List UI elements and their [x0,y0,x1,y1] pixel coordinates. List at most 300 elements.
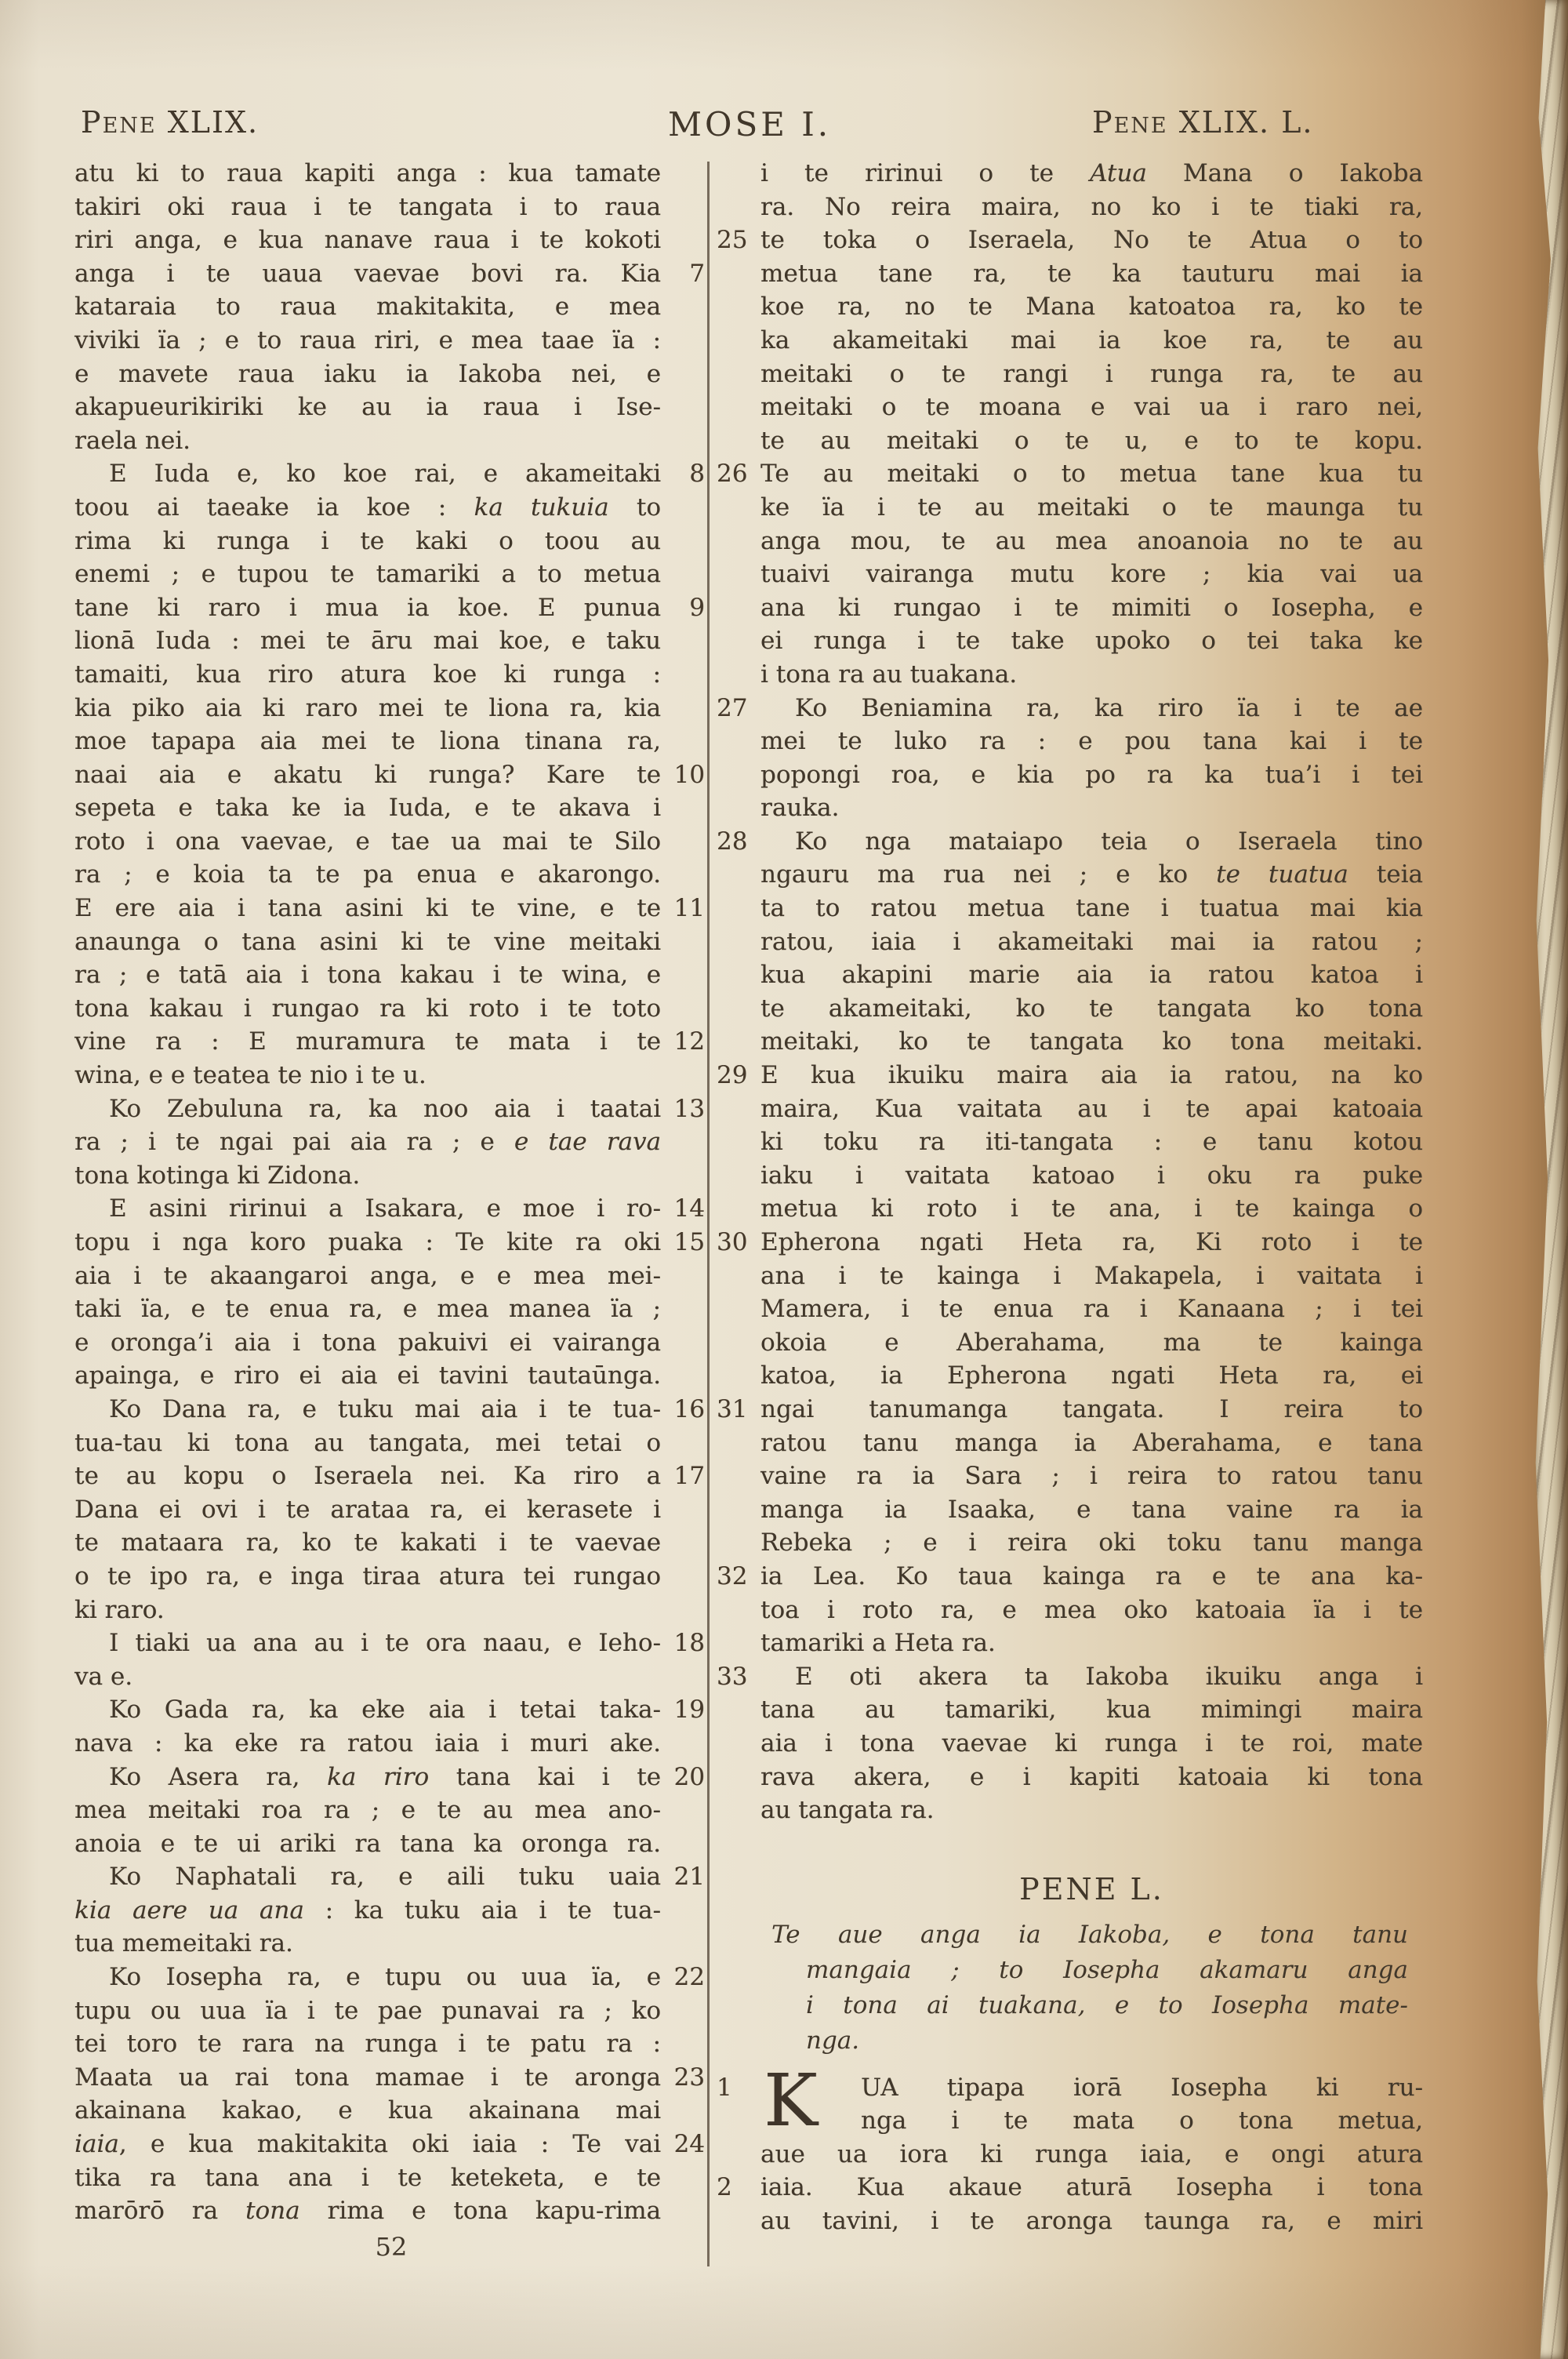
verse-line-row [712,257,1423,291]
text-line: wina, e e teatea te nio i te u. [74,1061,426,1090]
book-fore-edge-texture [1530,0,1568,2359]
text-line: aue ua iora ki runga iaia, e ongi atura [760,2139,1423,2168]
verse-number: 13 [673,1094,705,1123]
text-line: Ko Iosepha ra, e tupu ou uua ïa, e [109,1963,661,1992]
drop-cap: K [764,2058,818,2143]
verse-line-row [712,1159,1423,1193]
verse-line-row [74,1961,708,1994]
verse-number-empty [712,1794,760,1827]
text-line: ka akameitaki mai ia koe ra, te au [760,325,1423,354]
text-line: takiri oki raua i te tangata i to raua [74,192,661,221]
text-line: ra ; e koia ta te pa enua e akarongo. [74,860,661,889]
verse-line-row [74,958,708,992]
verse-line-row [74,1727,708,1761]
text-line: tona kotinga ki Zidona. [74,1161,361,1190]
text-line: metua tane ra, te ka tauturu mai ia [760,259,1423,288]
verse-number-empty [712,424,760,458]
text-line: manga ia Isaaka, e tana vaine ra ia [760,1495,1423,1524]
verse-number-empty [661,725,708,758]
verse-number-empty [661,1292,708,1326]
verse-line-row [712,1226,1423,1259]
verse-number-empty [712,257,760,291]
text-line: toa i roto ra, e mea oko katoaia ïa i te [760,1595,1423,1624]
text-line: ki raro. [74,1595,165,1624]
verse-line-row [712,324,1423,358]
verse-line-row [74,290,708,324]
text-line: sepeta e taka ke ia Iuda, e te akava i [74,794,661,823]
text-line: tua memeitaki ra. [74,1929,293,1958]
verse-number: 17 [673,1462,705,1491]
text-line: E kua ikuiku maira aia ia ratou, na ko [760,1061,1423,1090]
verse-line-row [74,1059,708,1092]
verse-line-row [74,1393,708,1427]
verse-line-row [74,257,708,291]
verse-line-row [712,358,1423,391]
text-line: i tona ra au tuakana. [760,660,1018,689]
verse-line-row [712,1125,1423,1159]
verse-number: 29 [717,1061,748,1090]
verse-number: 14 [673,1194,705,1223]
verse-line-row [712,1192,1423,1226]
text-line: atu ki to raua kapiti anga : kua tamate [74,159,661,187]
verse-number-empty [712,591,760,625]
verse-number-empty [712,1092,760,1126]
verse-number-empty [712,1693,760,1727]
verse-number-empty [661,1727,708,1761]
verse-line-row [712,892,1423,925]
text-line: maira, Kua vaitata au i te apai katoaia [760,1094,1423,1123]
verse-line-row [712,758,1423,792]
verse-line-row [712,1359,1423,1393]
verse-line-row [74,324,708,358]
text-line: Ko nga mataiapo teia o Iseraela tino [795,827,1423,856]
verse-line-row [74,1025,708,1059]
verse-number: 27 [717,693,748,722]
text-line: ratou, iaia i akameitaki mai ia ratou ; [760,927,1423,956]
verse-line-row [74,391,708,424]
text-line: te mataara ra, ko te kakati i te vaevae [74,1528,661,1558]
text-line: roto i ona vaevae, e tae ua mai te Silo [74,827,661,856]
text-line: Epherona ngati Heta ra, Ki roto i te [760,1228,1423,1256]
verse-line-row [74,2094,708,2128]
verse-line-row [74,424,708,458]
verse-number-empty [712,791,760,825]
verse-line-row [712,1059,1423,1092]
verse-number: 2 [717,2173,732,2202]
left-column [74,157,708,2228]
text-line: ana ki rungao i te mimiti o Iosepha, e [760,593,1423,622]
verse-line-row [74,892,708,925]
verse-number-empty [712,525,760,558]
verse-number-empty [712,324,760,358]
verse-number-empty [661,525,708,558]
text-line: anaunga o tana asini ki te vine meitaki [74,927,661,956]
text-line: akapueurikiriki ke au ia raua i Ise- [74,393,661,422]
verse-number-empty [712,1761,760,1794]
verse-number-empty [661,191,708,224]
verse-number-empty [661,825,708,859]
text-line: katoa, ia Epherona ngati Heta ra, ei [760,1361,1423,1390]
text-line: Ko Naphatali ra, e aili tuku uaia [109,1863,661,1892]
verse-number-empty [661,858,708,892]
running-header-left: Pene XLIX. [81,105,260,140]
verse-number-empty [661,1259,708,1293]
verse-line-row [74,1627,708,1660]
verse-line-row [74,1761,708,1794]
verse-number: 33 [717,1662,748,1691]
verse-line-row [74,624,708,658]
verse-number-empty [712,558,760,591]
verse-number-empty [661,791,708,825]
verse-line-row [712,457,1423,491]
text-line: taki ïa, e te enua ra, e mea manea ïa ; [74,1295,661,1324]
verse-number-empty [712,2138,760,2172]
verse-number-empty [712,1427,760,1460]
verse-line-row [74,2027,708,2061]
verse-number-empty [661,1560,708,1594]
verse-line-row [712,992,1423,1026]
text-line: ei runga i te take upoko o tei taka ke [760,627,1423,656]
text-line: rauka. [760,794,840,823]
verse-number-empty [661,358,708,391]
verse-line-row [74,2128,708,2161]
verse-number-empty [712,1125,760,1159]
text-line: E asini ririnui a Isakara, e moe i ro- [109,1194,661,1223]
verse-line-row [712,2205,1423,2238]
verse-number-empty [661,1594,708,1627]
verse-line-row [74,1827,708,1861]
verse-line-row [712,157,1423,191]
verse-number-empty [712,1459,760,1493]
chapter-heading: PENE L. [1019,1871,1164,1906]
text-line: meitaki, ko te tangata ko tona meitaki. [760,1027,1423,1056]
text-line: Ko Asera ra, ka riro tana kai i te [109,1762,661,1791]
text-line: Ko Zebuluna ra, ka noo aia i taatai [109,1094,661,1123]
text-line: kataraia to raua makitakita, e mea [74,293,661,322]
text-line: i te ririnui o te Atua Mana o Iakoba [760,159,1423,187]
text-line: K UA tipapa iorā Iosepha ki ru- [764,2058,1423,2143]
verse-number-empty [661,1427,708,1460]
text-line: anoia e te ui ariki ra tana ka oronga ra. [74,1829,661,1858]
verse-line-row [74,791,708,825]
text-line: te au kopu o Iseraela nei. Ka riro a [74,1462,661,1491]
verse-line-row [74,658,708,692]
text-line: tika ra tana ana i te keteketa, e te [74,2163,661,2192]
text-line: tana au tamariki, kua mimingi maira [760,1696,1423,1725]
verse-number-empty [712,157,760,191]
text-line: ra ; i te ngai pai aia ra ; e e tae rava [74,1128,661,1157]
verse-number-empty [712,958,760,992]
text-line: ra. No reira maira, no ko i te tiaki ra, [760,192,1423,221]
verse-number-empty [661,1059,708,1092]
verse-number-empty [661,1159,708,1193]
verse-number-empty [712,1025,760,1059]
text-line: aia i tona vaevae ki runga i te roi, mate [760,1728,1423,1757]
text-line: iaia. Kua akaue aturā Iosepha i tona [760,2173,1423,2202]
verse-line-row [712,1627,1423,1660]
verse-number-empty [661,1827,708,1861]
verse-line-row [712,825,1423,859]
verse-line-row [74,1860,708,1894]
verse-line-row [712,624,1423,658]
verse-number-empty [712,624,760,658]
text-line: toou ai taeake ia koe : ka tukuia to [74,493,661,522]
verse-number: 8 [689,460,705,489]
text-line: te au meitaki o te u, e to te kopu. [760,426,1423,455]
text-line: tei toro te rara na runga i te patu ra : [74,2030,661,2059]
verse-line-row [712,1560,1423,1594]
summary-line: Te aue anga ia Iakoba, e tona tanu [771,1920,1408,1949]
verse-number-empty [661,992,708,1026]
verse-number-empty [661,925,708,959]
verse-line-row [74,858,708,892]
text-line: te akameitaki, ko te tangata ko tona [760,994,1423,1023]
verse-line-row [74,525,708,558]
verse-line-row [712,692,1423,725]
verse-line-row [74,1159,708,1193]
verse-line-row [74,1326,708,1360]
text-line: metua ki roto i te ana, i te kainga o [760,1194,1423,1223]
verse-line-row [74,1292,708,1326]
verse-number: 7 [689,259,705,288]
verse-number-empty [661,2027,708,2061]
verse-line-row [74,491,708,525]
verse-number-empty [661,491,708,525]
running-header-right: Pene XLIX. L. [1092,105,1314,140]
text-line: Te au meitaki o to metua tane kua tu [760,460,1423,489]
text-line: nga i te mata o tona metua, [861,2106,1423,2135]
verse-line-row [74,1092,708,1126]
verse-number-empty [661,1994,708,2028]
verse-line-row [74,1994,708,2028]
verse-number-empty [712,1159,760,1193]
verse-number-empty [661,1794,708,1827]
verse-line-row [712,1459,1423,1493]
text-line: anga mou, te au mea anoanoia no te au [760,526,1423,555]
text-line: E Iuda e, ko koe rai, e akameitaki [109,460,661,489]
verse-line-row [74,925,708,959]
verse-line-row [712,1025,1423,1059]
verse-number-empty [661,1660,708,1694]
verse-line-row [712,1493,1423,1527]
verse-line-row [712,925,1423,959]
verse-number-empty [712,725,760,758]
verse-line-row [74,1226,708,1259]
text-line: nava : ka eke ra ratou iaia i muri ake. [74,1728,661,1757]
text-line: Maata ua rai tona mamae i te aronga [74,2063,661,2092]
verse-line-row [712,1794,1423,1827]
verse-line-row [74,591,708,625]
text-line: ana i te kainga i Makapela, i vaitata i [760,1261,1423,1290]
verse-number-empty [712,1359,760,1393]
verse-line-row [712,1092,1423,1126]
verse-line-row [712,958,1423,992]
verse-line-row [712,391,1423,424]
text-line: moe tapapa aia mei te liona tinana ra, [74,727,661,756]
verse-number-empty [712,358,760,391]
verse-number-empty [712,658,760,692]
verse-line-row [712,1292,1423,1326]
verse-number-empty [661,958,708,992]
verse-number-empty [661,391,708,424]
right-column [712,157,1423,2238]
verse-line-row [712,191,1423,224]
text-line: tona kakau i rungao ra ki roto i te toto [74,994,661,1023]
verse-number-empty [712,1493,760,1527]
verse-line-row [712,658,1423,692]
text-line: rava akera, e i kapiti katoaia ki tona [760,1762,1423,1791]
text-line: te toka o Iseraela, No te Atua o to [760,226,1423,255]
verse-number: 20 [673,1762,705,1791]
verse-number: 21 [673,1863,705,1892]
verse-line-row [74,1459,708,1493]
verse-number-empty [712,491,760,525]
verse-number-empty [712,2205,760,2238]
verse-line-row [74,825,708,859]
verse-line-row [74,758,708,792]
text-line: tua-tau ki tona au tangata, mei tetai o [74,1428,661,1457]
verse-number: 24 [673,2130,705,2159]
text-line: kia aere ua ana : ka tuku aia i te tua- [74,1896,661,1925]
summary-line: mangaia ; to Iosepha akamaru anga [806,1955,1408,1984]
text-line: tuaivi vairanga mutu kore ; kia vai ua [760,560,1423,589]
text-line: ra ; e tatā aia i tona kakau i te wina, e [74,961,661,990]
verse-line-row [74,992,708,1026]
text-line: viviki ïa ; e to raua riri, e mea taae ïa : [74,325,661,354]
text-line: mei te luko ra : e pou tana kai i te [760,727,1423,756]
text-line: Rebeka ; e i reira oki toku tanu manga [760,1528,1423,1558]
verse-line-row [712,858,1423,892]
verse-number-empty [661,1359,708,1393]
verse-line-row [712,591,1423,625]
verse-line-row [74,457,708,491]
text-line: enemi ; e tupou te tamariki a to metua [74,560,661,589]
verse-number-empty [661,324,708,358]
text-line: Ko Dana ra, e tuku mai aia i te tua- [109,1394,661,1423]
right-column-verses [712,157,1423,1827]
text-line: kua akapini marie aia ia ratou katoa i [760,961,1423,990]
verse-number-empty [712,391,760,424]
verse-line-row [74,692,708,725]
text-line: iaku i vaitata katoao i oku ra puke [760,1161,1423,1190]
verse-line-row [74,1693,708,1727]
verse-line-row [712,791,1423,825]
text-line: rima ki runga i te kaki o toou au [74,526,661,555]
text-line: anga i te uaua vaevae bovi ra. Kia [74,259,661,288]
verse-number: 10 [673,760,705,789]
text-line: vaine ra ia Sara ; i reira to ratou tanu [760,1462,1423,1491]
verse-line-row [712,424,1423,458]
text-line: E oti akera ta Iakoba ikuiku anga i [795,1662,1423,1691]
verse-number-empty [712,1259,760,1293]
text-line: va e. [74,1662,133,1691]
verse-number-empty [661,558,708,591]
verse-number-empty [661,290,708,324]
verse-number-empty [712,191,760,224]
verse-number-empty [661,1493,708,1527]
text-line: ta to ratou metua tane i tuatua mai kia [760,894,1423,923]
text-line: ia Lea. Ko taua kainga ra e te ana ka- [760,1561,1423,1590]
verse-line-row [74,1493,708,1527]
verse-number-empty [661,1326,708,1360]
text-line: ngai tanumanga tangata. I reira to [760,1394,1423,1423]
verse-number-empty [661,2161,708,2195]
verse-line-row [74,2061,708,2095]
verse-number-empty [712,1727,760,1761]
chapter-summary [771,1917,1408,2059]
verse-line-row [712,290,1423,324]
verse-line-row [74,1359,708,1393]
verse-line-row [712,558,1423,591]
verse-number-empty [661,658,708,692]
verse-line-row [74,191,708,224]
text-line: mea meitaki roa ra ; e te au mea ano- [74,1796,661,1825]
verse-number-empty [712,1526,760,1560]
verse-number-empty [661,224,708,257]
verse-number-empty [712,858,760,892]
verse-line-row [74,1660,708,1694]
verse-number: 23 [673,2063,705,2092]
text-line: e mavete raua iaku ia Iakoba nei, e [74,359,661,388]
verse-number-empty [712,2104,760,2138]
verse-number-empty [712,290,760,324]
verse-number-empty [712,1326,760,1360]
text-line: naai aia e akatu ki runga? Kare te [74,760,661,789]
verse-number: 26 [717,460,748,489]
text-line: E ere aia i tana asini ki te vine, e te [74,894,661,923]
text-line: ngauru ma rua nei ; e ko te tuatua teia [760,860,1423,889]
text-line: tupu ou uua ïa i te pae punavai ra ; ko [74,1996,661,2025]
verse-number: 30 [717,1228,748,1256]
verse-number-empty [661,424,708,458]
text-line: riri anga, e kua nanave raua i te kokoti [74,226,661,255]
verse-number: 12 [673,1027,705,1056]
verse-line-row [712,224,1423,257]
text-line: okoia e Aberahama, ma te kainga [760,1328,1423,1357]
verse-number: 19 [673,1696,705,1725]
verse-number-empty [712,1292,760,1326]
verse-line-row [74,2194,708,2228]
text-line: au tangata ra. [760,1796,935,1825]
verse-line-row [74,157,708,191]
verse-number-empty [661,1894,708,1928]
verse-line-row [712,1594,1423,1627]
verse-line-row [712,1727,1423,1761]
verse-number: 25 [717,226,748,255]
verse-number: 18 [673,1629,705,1658]
text-line: Ko Gada ra, ka eke aia i tetai taka- [109,1696,661,1725]
verse-line-row [74,1192,708,1226]
text-line: akainana kakao, e kua akainana mai [74,2096,661,2125]
page-number: 52 [375,2232,408,2262]
summary-line: i tona ai tuakana, e to Iosepha mate- [806,1990,1408,2019]
verse-number: 9 [689,593,705,622]
verse-line-row [74,1794,708,1827]
text-line: vine ra : E muramura te mata i te [74,1027,661,1056]
text-line: ratou tanu manga ia Aberahama, e tana [760,1428,1423,1457]
verse-line-row [74,224,708,257]
verse-number-empty [712,1192,760,1226]
text-line: o te ipo ra, e inga tiraa atura tei rungao [74,1561,661,1590]
text-line: koe ra, no te Mana katoatoa ra, ko te [760,293,1423,322]
text-line: iaia, e kua makitakita oki iaia : Te vai [74,2130,661,2159]
text-line: lionā Iuda : mei te āru mai koe, e taku [74,627,661,656]
verse-number-empty [712,892,760,925]
verse-line-row [74,725,708,758]
text-line: meitaki o te moana e vai ua i raro nei, [760,393,1423,422]
verse-line-row [712,725,1423,758]
text-line: marōrō ra tona rima e tona kapu-rima [74,2197,661,2226]
